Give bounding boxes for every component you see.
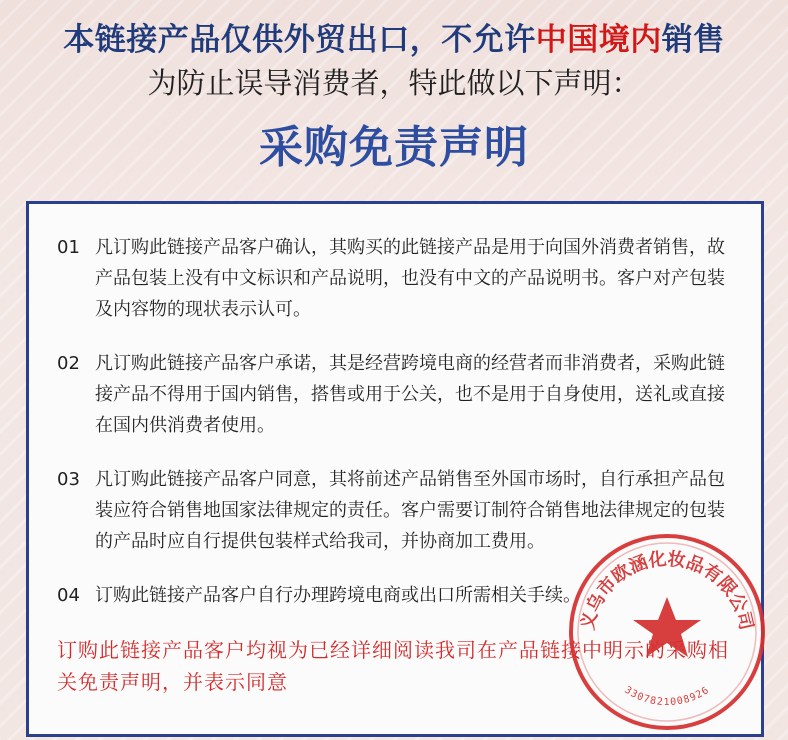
clause-01	[57, 232, 735, 325]
clause-text: 凡订购此链接产品客户同意，其将前述产品销售至外国市场时，自行承担产品包装应符合销售地国家法律规定的责任。客户需要订制符合销售地法律规定的包装的产品时应自行提供包装样式给我司，并协商加工费用。	[95, 469, 725, 552]
headline-export-only	[0, 18, 788, 62]
agreement-notice: 订购此链接产品客户均视为已经详细阅读我司在产品链接中明示的采购相关免责声明，并表示同意	[57, 638, 729, 694]
headline-export-only-highlight: 中国境内	[535, 22, 662, 58]
seal-registration-number: 3307821008926	[622, 684, 712, 709]
clause-text: 凡订购此链接产品客户确认，其购买的此链接产品是用于向国外消费者销售，故产品包装上没有中文标识和产品说明，也没有中文的产品说明书。客户对产包装及内容物的现状表示认可。	[95, 237, 725, 320]
headline-export-only-prefix: 本链接产品仅供外贸出口，不允许	[63, 22, 536, 58]
clause-number: 02	[57, 353, 80, 374]
disclaimer-title: 采购免责声明	[259, 122, 529, 173]
seal-company-name: 义乌市欧涵化妆品有限公司	[577, 548, 757, 633]
company-seal	[563, 528, 771, 736]
clause-number: 03	[57, 469, 80, 490]
star-icon	[633, 597, 701, 657]
clause-number: 04	[57, 585, 80, 606]
headline-export-only-suffix: 销售	[661, 22, 725, 58]
header	[0, 18, 788, 178]
clause-02	[57, 348, 735, 441]
clause-text: 订购此链接产品客户自行办理跨境电商或出口所需相关手续。	[95, 585, 581, 606]
headline-statement-intro: 为防止误导消费者，特此做以下声明：	[147, 66, 641, 100]
clause-number: 01	[57, 237, 80, 258]
clause-text: 凡订购此链接产品客户承诺，其是经营跨境电商的经营者而非消费者，采购此链接产品不得用于国内销售，搭售或用于公关，也不是用于自身使用，送礼或直接在国内供消费者使用。	[95, 353, 725, 436]
